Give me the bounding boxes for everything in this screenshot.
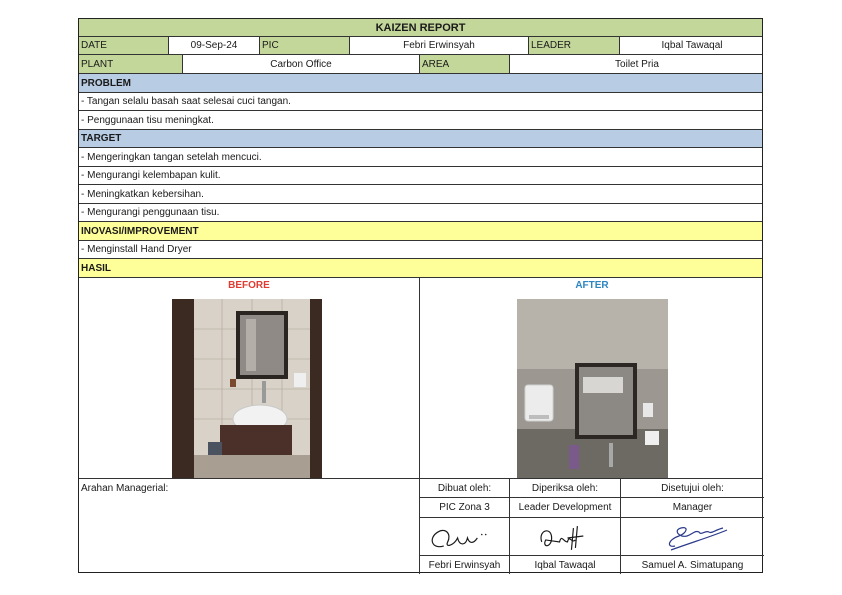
after-photo — [517, 299, 668, 478]
dibuat-name: Febri Erwinsyah — [420, 556, 510, 574]
footer-block — [79, 479, 764, 574]
target-item: - Mengeringkan tangan setelah mencuci. — [79, 148, 762, 167]
diperiksa-label: Diperiksa oleh: — [510, 479, 621, 497]
dibuat-signature — [420, 518, 510, 555]
plant-label: PLANT — [79, 55, 183, 73]
area-value: Toilet Pria — [615, 58, 659, 70]
disetujui-label: Disetujui oleh: — [661, 482, 724, 494]
before-panel — [79, 278, 420, 478]
signature-samuel — [623, 520, 762, 554]
footer-name-row — [420, 556, 764, 574]
footer-signature-row — [420, 518, 764, 556]
arahan-managerial: Arahan Managerial: — [79, 479, 420, 574]
plant-value: Carbon Office — [183, 55, 420, 73]
leader-value: Iqbal Tawaqal — [661, 40, 723, 51]
diperiksa-role: Leader Development — [510, 498, 621, 517]
disetujui-signature — [621, 518, 764, 555]
diperiksa-signature — [510, 518, 621, 555]
inovasi-heading: INOVASI/IMPROVEMENT — [79, 222, 762, 241]
signature-febri — [422, 520, 507, 554]
inovasi-item: - Menginstall Hand Dryer — [79, 241, 762, 259]
target-item: - Meningkatkan kebersihan. — [79, 185, 762, 204]
after-panel — [420, 278, 764, 478]
dibuat-label: Dibuat oleh: — [420, 479, 510, 497]
date-label: DATE — [79, 37, 169, 54]
after-label: AFTER — [575, 280, 609, 291]
hasil-heading: HASIL — [79, 259, 762, 278]
problem-item: - Tangan selalu basah saat selesai cuci tangan. — [79, 93, 762, 111]
diperiksa-name: Iqbal Tawaqal — [510, 556, 621, 574]
title-row — [79, 19, 762, 37]
footer-label-row — [420, 479, 764, 498]
target-item: - Mengurangi kelembapan kulit. — [79, 167, 762, 185]
date-value: 09-Sep-24 — [169, 37, 260, 54]
disetujui-name: Samuel A. Simatupang — [641, 559, 744, 571]
leader-label: LEADER — [529, 37, 620, 54]
problem-heading: PROBLEM — [79, 74, 762, 93]
info-row-2 — [79, 55, 762, 74]
kaizen-report-sheet — [78, 18, 763, 573]
target-item: - Mengurangi penggunaan tisu. — [79, 204, 762, 222]
area-label: AREA — [420, 55, 510, 73]
signature-iqbal — [512, 520, 618, 554]
problem-item: - Penggunaan tisu meningkat. — [79, 111, 762, 130]
hasil-photos — [79, 278, 762, 479]
info-row-1 — [79, 37, 762, 55]
pic-value: Febri Erwinsyah — [350, 37, 529, 54]
before-label: BEFORE — [228, 280, 270, 291]
disetujui-role: Manager — [672, 502, 713, 513]
before-photo — [172, 299, 322, 478]
dibuat-role: PIC Zona 3 — [420, 498, 510, 517]
pic-label: PIC — [260, 37, 350, 54]
report-title: KAIZEN REPORT — [375, 21, 466, 34]
footer-role-row — [420, 498, 764, 518]
target-heading: TARGET — [79, 130, 762, 148]
